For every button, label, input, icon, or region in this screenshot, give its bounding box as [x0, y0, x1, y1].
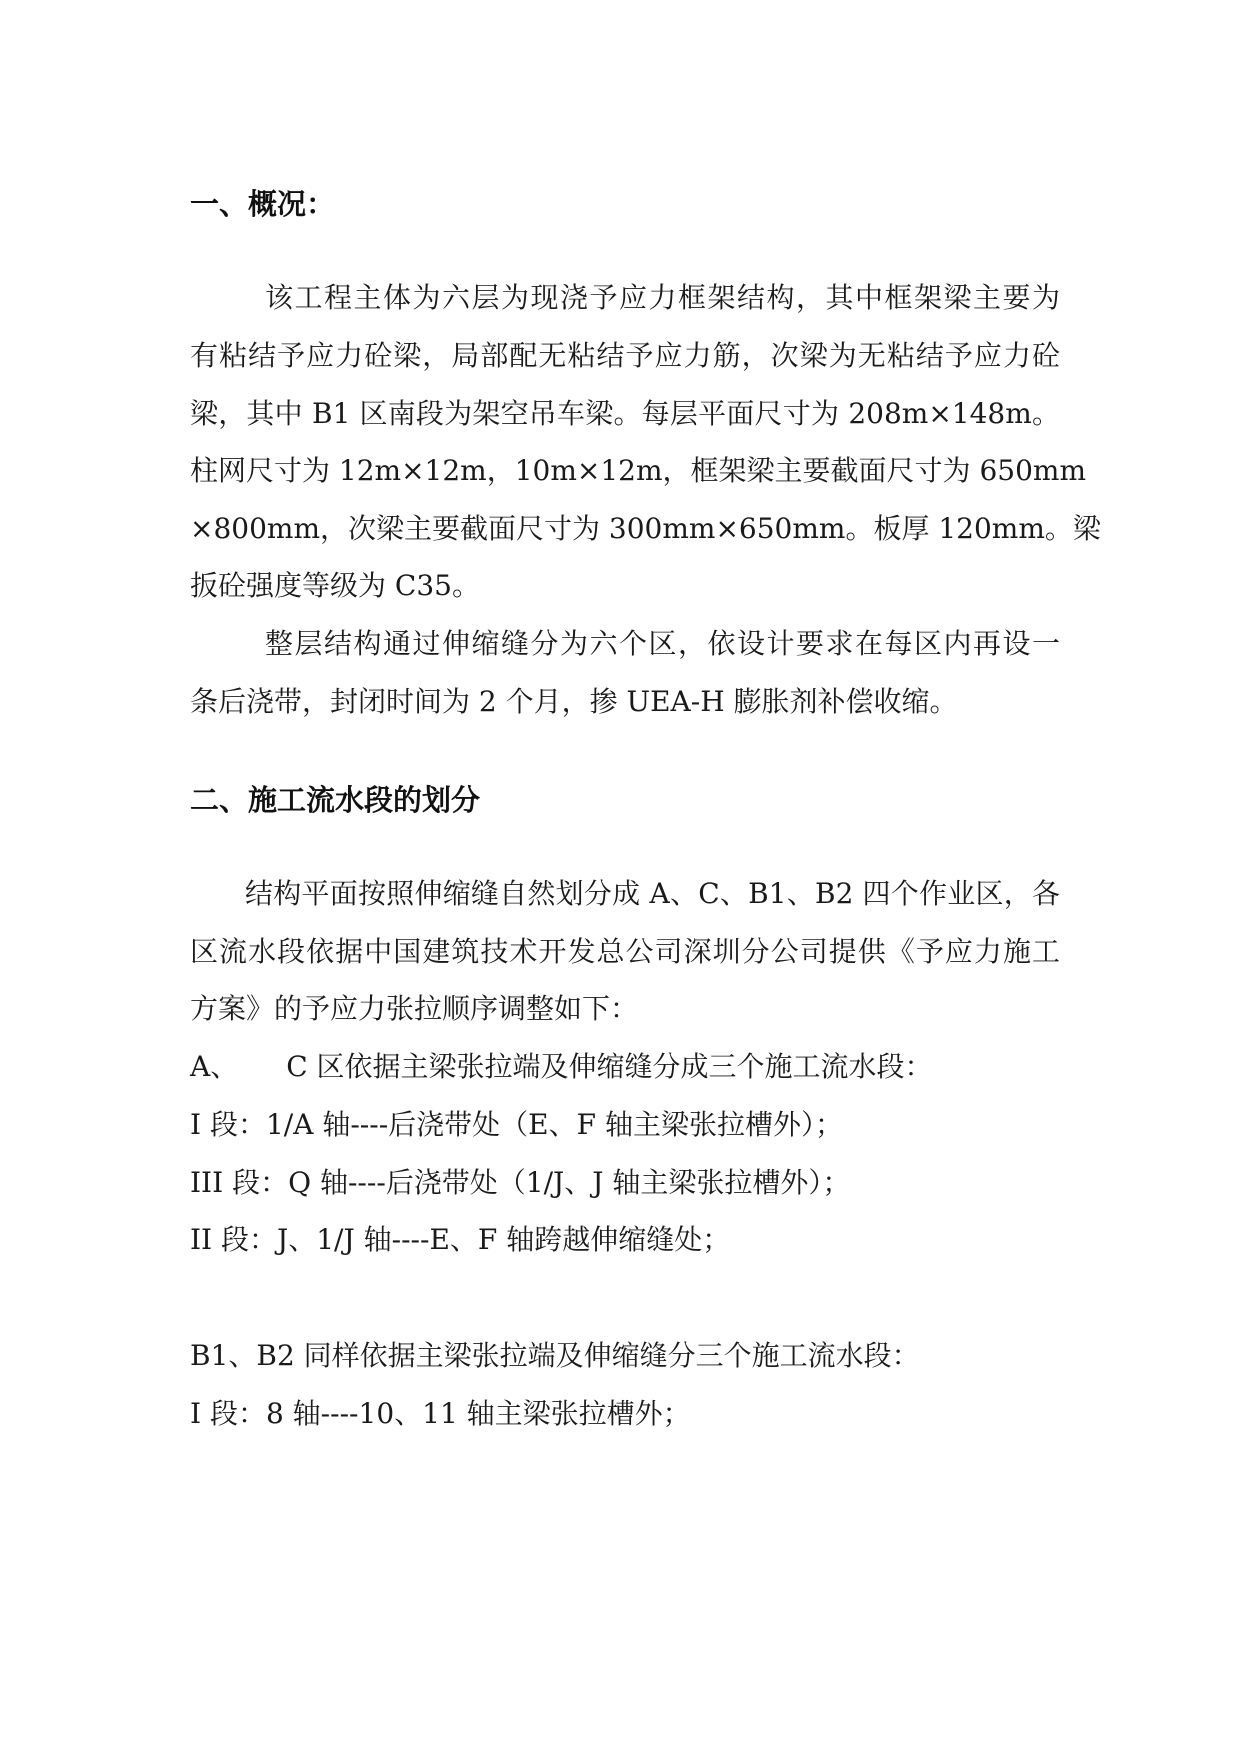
section2-p1-line2: 区流水段依据中国建筑技术开发总公司深圳分公司提供《予应力施工: [190, 935, 1060, 968]
section1-p2-line2: 条后浇带，封闭时间为 2 个月，掺 UEA-H 膨胀剂补偿收缩。: [190, 685, 958, 718]
section2-p1-line1: 结构平面按照伸缩缝自然划分成 A、C、B1、B2 四个作业区，各: [245, 877, 1060, 910]
section1-p1-line4: 柱网尺寸为 12m×12m，10m×12m，框架梁主要截面尺寸为 650mm: [190, 454, 1086, 487]
section2-heading: 二、施工流水段的划分: [190, 783, 481, 817]
ac-item-2: III 段：Q 轴----后浇带处（1/J、J 轴主梁张拉槽外）；: [190, 1166, 851, 1199]
section1-p1-line1: 该工程主体为六层为现浇予应力框架结构，其中框架梁主要为: [265, 281, 1060, 314]
section1-p1-line3: 梁，其中 B1 区南段为架空吊车梁。每层平面尺寸为 208m×148m。: [190, 397, 1060, 430]
b-intro-line: B1、B2 同样依据主梁张拉端及伸缩缝分三个施工流水段：: [190, 1339, 920, 1372]
section1-p1-line2: 有粘结予应力砼梁，局部配无粘结予应力筋，次梁为无粘结予应力砼: [190, 339, 1060, 372]
section2-p1-line3: 方案》的予应力张拉顺序调整如下：: [190, 992, 639, 1025]
section1-heading: 一、概况：: [190, 187, 336, 221]
ac-item-3: II 段：J、1/J 轴----E、F 轴跨越伸缩缝处；: [190, 1223, 731, 1256]
b-item-1: I 段：8 轴----10、11 轴主梁张拉槽外；: [190, 1397, 691, 1430]
ac-prefix: A、: [190, 1050, 239, 1083]
section1-p1-line6: 扳砼强度等级为 C35。: [190, 569, 480, 602]
ac-item-1: I 段：1/A 轴----后浇带处（E、F 轴主梁张拉槽外）；: [190, 1108, 843, 1141]
section2-ac-line: [190, 1049, 933, 1085]
section1-p2-line1: 整层结构通过伸缩缝分为六个区，依设计要求在每区内再设一: [265, 627, 1060, 660]
ac-text: C 区依据主梁张拉端及伸缩缝分成三个施工流水段：: [286, 1050, 933, 1083]
section1-p1-line5: ×800mm，次梁主要截面尺寸为 300mm×650mm。板厚 120mm。梁: [190, 512, 1101, 545]
